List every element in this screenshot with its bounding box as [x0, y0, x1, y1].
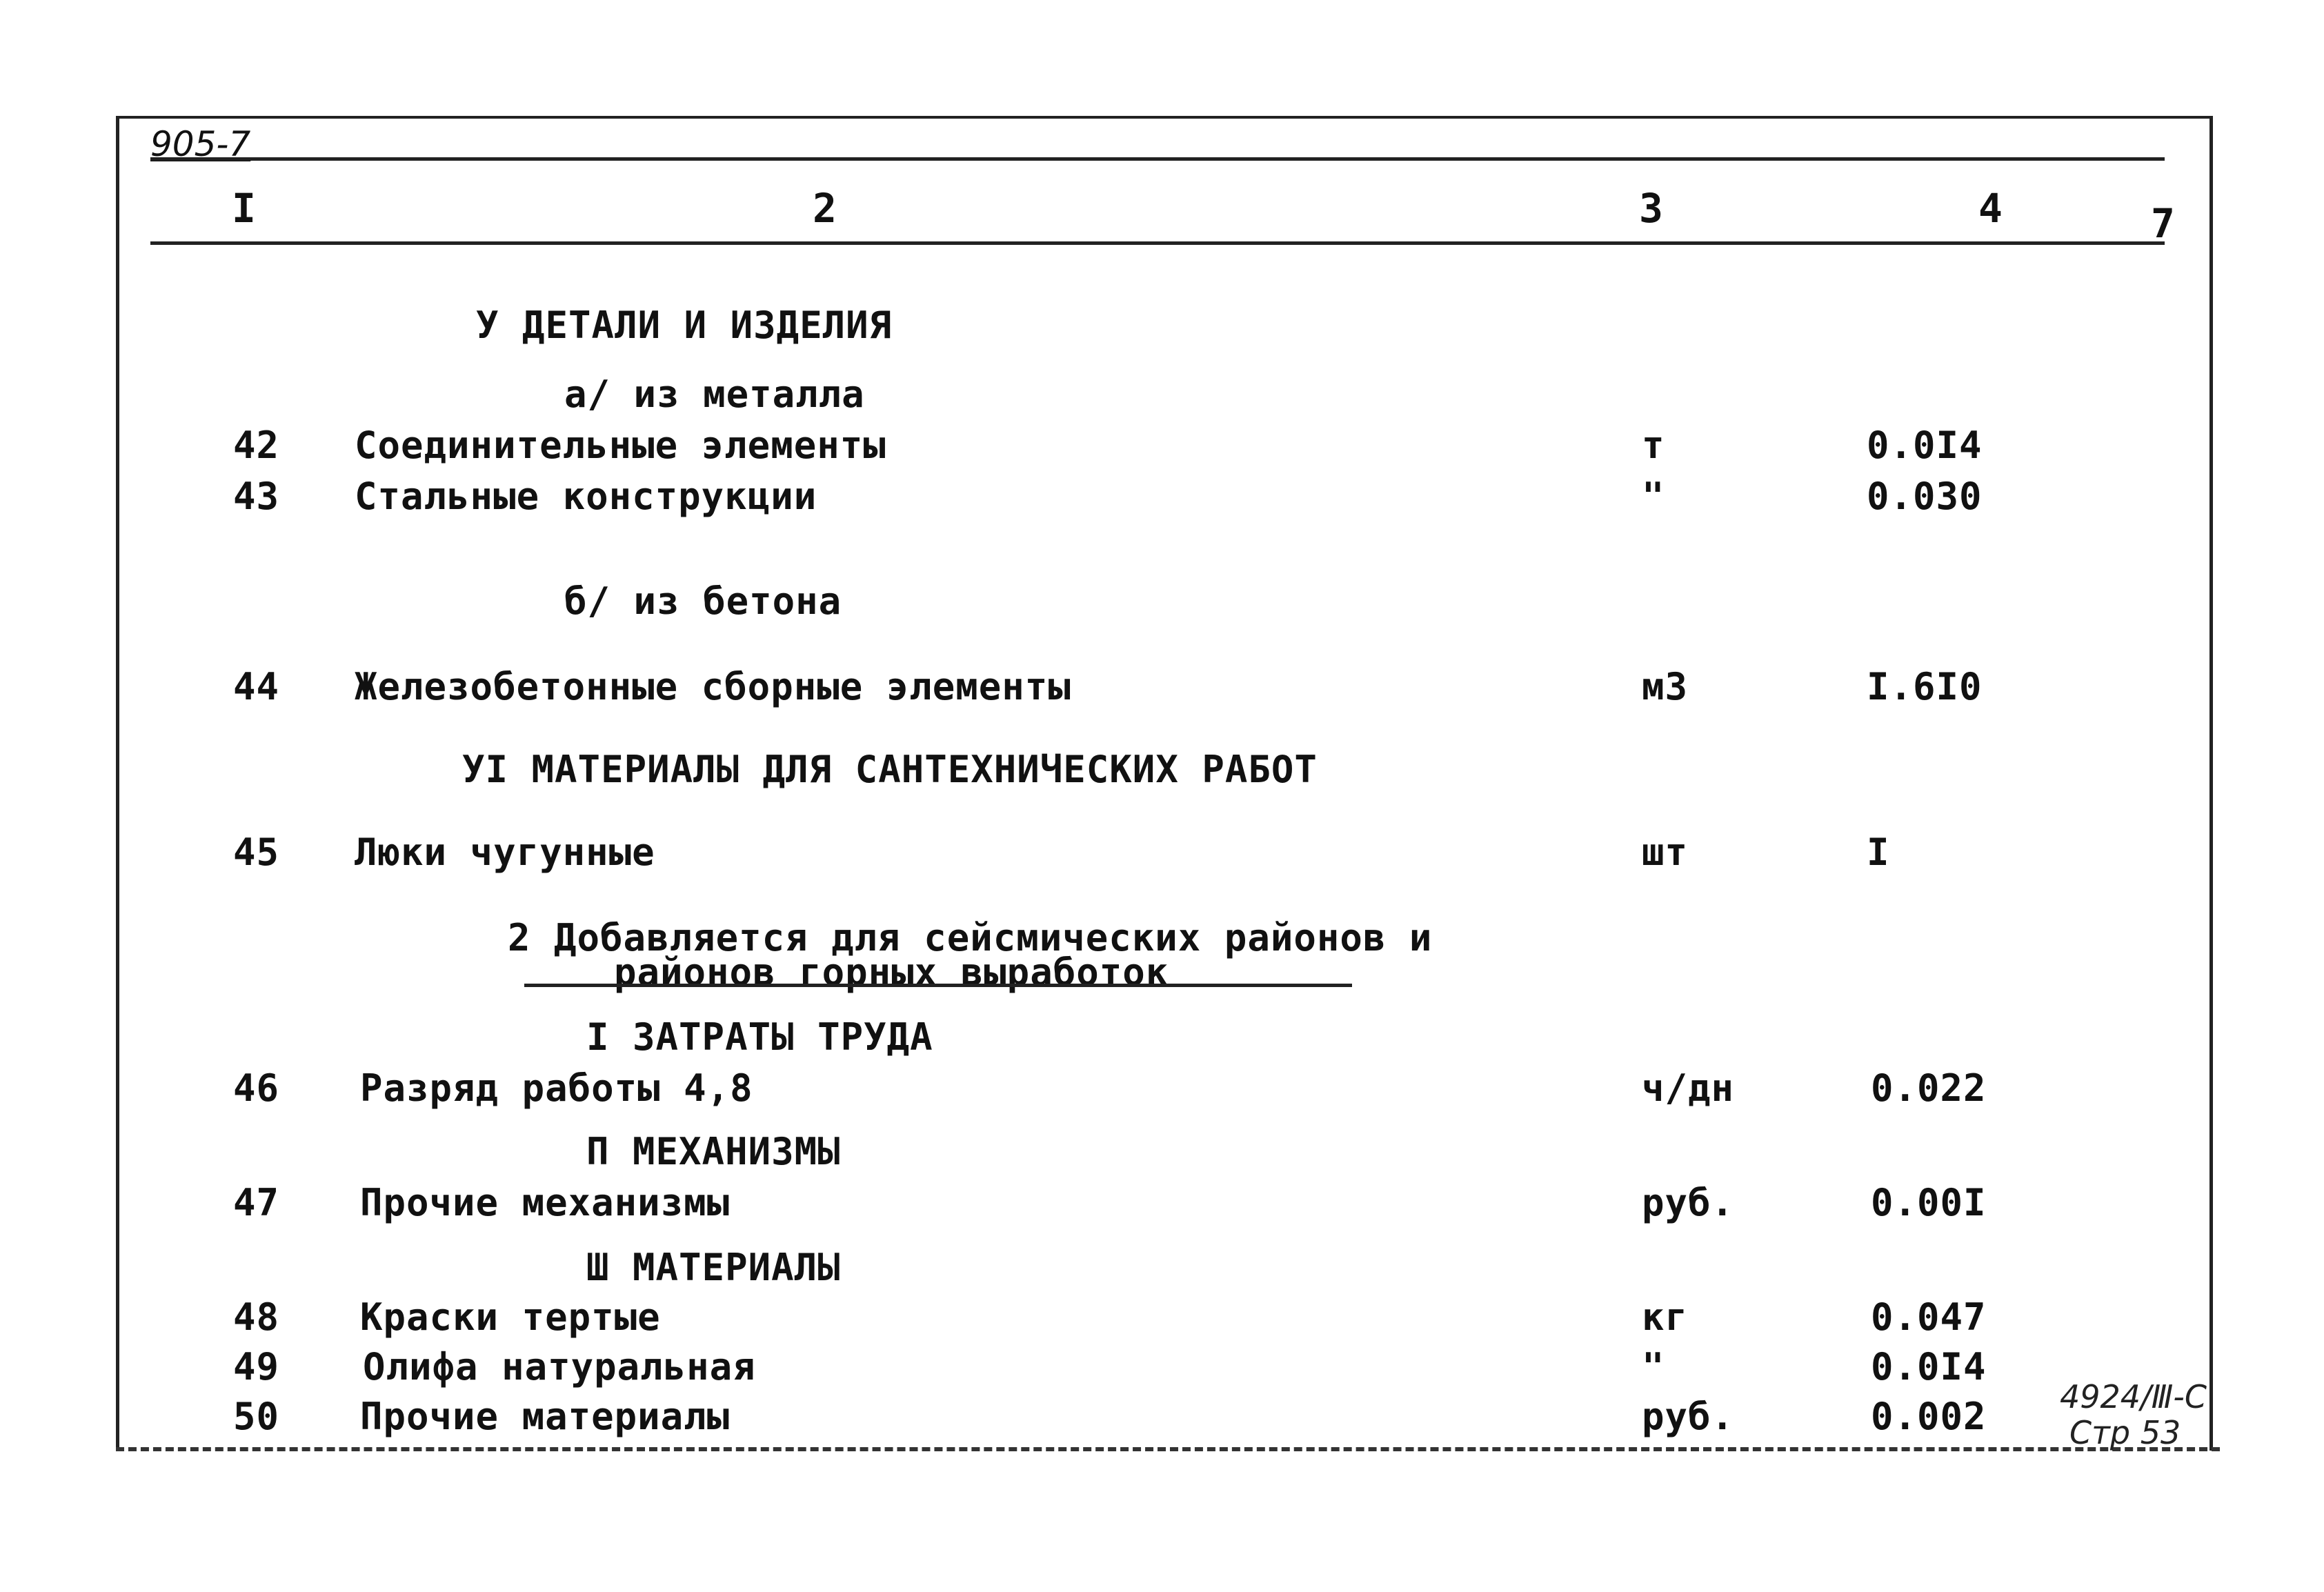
row-unit: " [1642, 475, 1665, 518]
header-rule [150, 241, 2165, 245]
heading-seismic-line2: районов горных выработок [614, 951, 1169, 994]
heading-section-6: УI МАТЕРИАЛЫ ДЛЯ САНТЕХНИЧЕСКИХ РАБОТ [462, 748, 1318, 791]
heading-materials: Ш МАТЕРИАЛЫ [586, 1246, 841, 1289]
col-header-3: 3 [1639, 185, 1664, 232]
bottom-border [116, 1447, 2220, 1451]
col-header-2: 2 [813, 185, 837, 232]
row-number: 47 [233, 1181, 280, 1224]
row-value: I.6I0 [1867, 665, 1983, 708]
row-unit: руб. [1642, 1395, 1735, 1438]
row-value: 0.00I [1871, 1181, 1987, 1224]
row-value: 0.002 [1871, 1395, 1987, 1438]
row-number: 42 [233, 424, 280, 467]
row-name: Стальные конструкции [355, 475, 817, 518]
row-unit: т [1642, 424, 1665, 467]
col-header-4: 4 [1978, 185, 2003, 232]
row-value: 0.0I4 [1871, 1345, 1987, 1389]
row-value: 0.0I4 [1867, 424, 1983, 467]
heading-metal: а/ из металла [564, 372, 865, 416]
document-code: 905-7 [150, 124, 251, 164]
row-number: 50 [233, 1395, 280, 1438]
row-unit: " [1642, 1345, 1665, 1389]
page-mark: 7 [2151, 200, 2176, 247]
row-value: 0.047 [1871, 1295, 1987, 1339]
top-rule [150, 157, 2165, 161]
row-unit: ч/дн [1642, 1066, 1735, 1110]
row-name: Соединительные элементы [355, 424, 886, 467]
stamp-line-1: 4924/Ⅲ-С [2060, 1378, 2207, 1415]
row-unit: руб. [1642, 1181, 1735, 1224]
row-number: 48 [233, 1295, 280, 1339]
row-unit: м3 [1642, 665, 1689, 708]
row-name: Краски тертые [360, 1295, 661, 1339]
row-name: Прочие механизмы [360, 1181, 731, 1224]
row-name: Разряд работы 4,8 [360, 1066, 753, 1110]
stamp-line-2: Стр 53 [2069, 1414, 2181, 1451]
row-number: 45 [233, 830, 280, 874]
heading-mechanisms: П МЕХАНИЗМЫ [586, 1130, 841, 1173]
row-number: 43 [233, 475, 280, 518]
row-number: 46 [233, 1066, 280, 1110]
row-name: Люки чугунные [355, 830, 655, 874]
row-name: Прочие материалы [360, 1395, 731, 1438]
col-header-1: I [232, 185, 257, 232]
heading-underline [524, 984, 1352, 987]
row-name: Олифа натуральная [363, 1345, 756, 1389]
row-number: 44 [233, 665, 280, 708]
row-unit: шт [1642, 830, 1689, 874]
row-name: Железобетонные сборные элементы [355, 665, 1071, 708]
row-value: 0.030 [1867, 475, 1983, 518]
row-unit: кг [1642, 1295, 1689, 1339]
heading-concrete: б/ из бетона [564, 579, 842, 623]
heading-labor: I ЗАТРАТЫ ТРУДА [586, 1015, 933, 1059]
heading-section-5: У ДЕТАЛИ И ИЗДЕЛИЯ [476, 304, 893, 347]
heading-seismic-line1: 2 Добавляется для сейсмических районов и [508, 916, 1433, 959]
row-value: I [1867, 830, 1890, 874]
row-value: 0.022 [1871, 1066, 1987, 1110]
row-number: 49 [233, 1345, 280, 1389]
